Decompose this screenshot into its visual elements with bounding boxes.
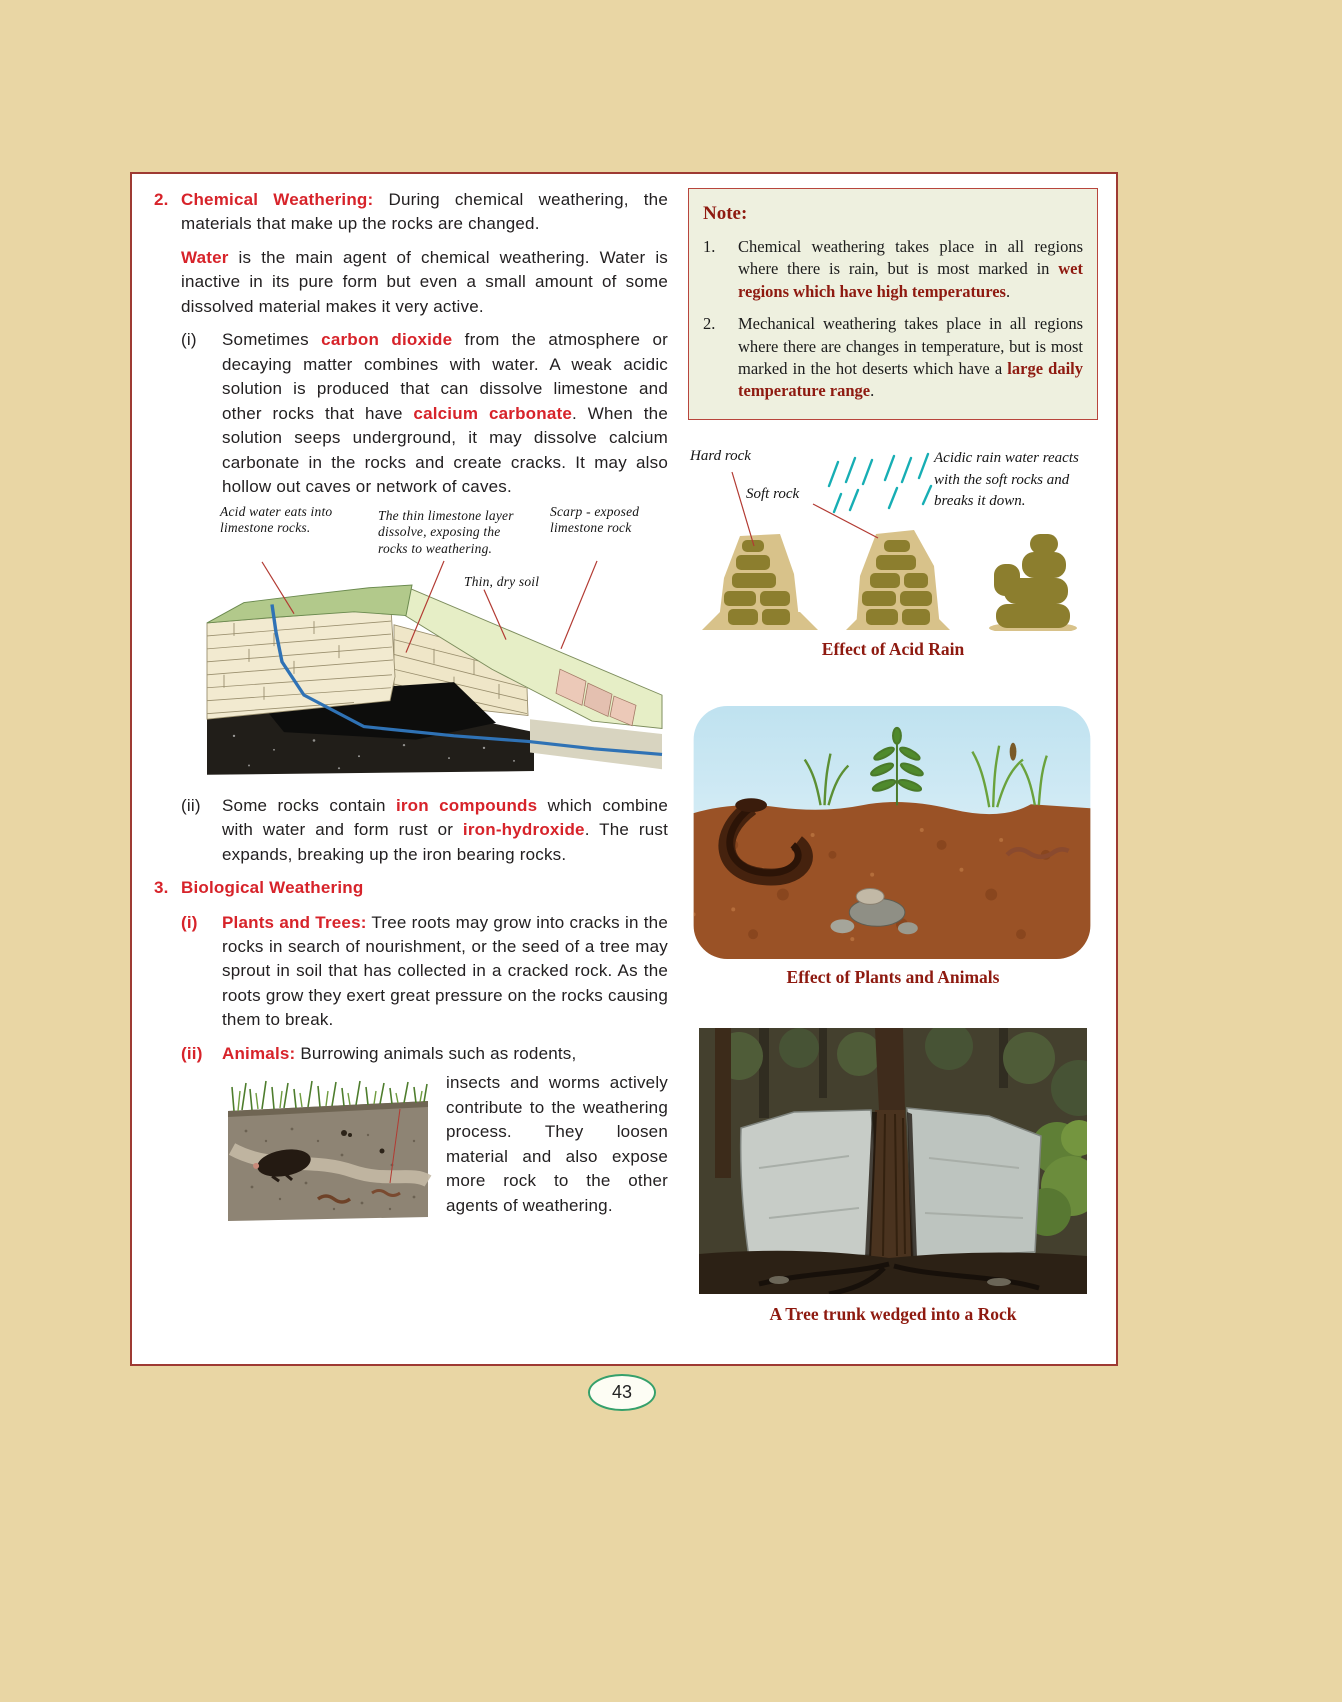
highlight-term: Water [181,247,229,267]
text-segment: from the atmosphere or decaying matter combines with water. A weak acidic solution is produced that can dissolve limestone and other rocks that have [222,330,669,423]
note-item-number: 2. [703,314,716,334]
animals-row [222,1071,668,1221]
karst-illustration [154,560,664,784]
text-segment: which combine with water and form rust or [222,795,668,840]
text-segment: . [1005,281,1011,301]
textbook-page [130,172,1118,1366]
list-item-iron-compounds [154,794,668,867]
list-item-text [222,794,668,867]
text-segment: is the main agent of chemical weathering. Water is inactive in its pure form but even a small amount of some dissolved material makes it very active. [181,247,668,316]
figure-label-acid-water: Acid water eats into limestone rocks. [220,503,333,536]
section-3-number: 3. [154,878,169,898]
figure-label-thin-soil: Thin, dry soil [464,573,540,589]
figure-label-thin-layer: The thin limestone layer dissolve, exposing the rocks to weathering. [378,507,514,556]
list-marker: (i) [181,330,197,350]
acid-rain-note: Acidic rain water reacts with the soft rocks and breaks it down. [934,449,1079,510]
list-marker: (ii) [181,795,201,815]
water-paragraph [154,246,668,319]
highlight-term: iron-hydroxide [462,820,585,840]
text-segment: . The rust expands, breaking up the iron bearing rocks. [222,820,668,864]
list-item-carbon-dioxide [154,328,668,499]
highlight-term: wet regions which have high temperatures [738,259,1083,301]
text-segment: Tree roots may grow into cracks in the rocks in search of nourishment, or the seed of a tree may sprout in soil that has collected in a cracked rock. As the roots grow they exert great pressure on the rocks causing them to break. [222,912,668,1030]
highlight-term: calcium carbonate [413,403,572,423]
left-column [154,188,668,1356]
text-segment: Mechanical weathering takes place in all regions where there are changes in temperature, but is most marked in the hot deserts which have a [738,314,1083,379]
note-title: Note: [703,203,748,224]
note-item-number: 1. [703,236,716,256]
right-column [688,188,1098,1356]
label-soft-rock: Soft rock [746,485,800,502]
left-limestone-block [207,608,395,719]
rock-stack-right [989,534,1077,631]
tree-rock-photo [699,1028,1087,1294]
plants-animals-illustration [688,706,1096,959]
leader-lines [732,472,878,546]
tree-rock-caption: A Tree trunk wedged into a Rock [769,1303,1017,1324]
list-marker: (i) [181,912,198,932]
page-number: 43 [611,1382,633,1402]
highlight-term: large daily temperature range [738,359,1083,401]
acid-rain-canvas [688,446,1098,631]
section-2-paragraph [154,188,668,237]
animals-first-line [222,1042,668,1066]
highlight-term: iron compounds [395,795,538,815]
figure-label-scarp: Scarp - exposed limestone rock [550,503,640,536]
limestone-weathering-figure [154,504,668,786]
rock-stack-middle [846,530,950,630]
list-item-animals [154,1042,668,1221]
text-segment: Some rocks contain [222,795,396,815]
list-item-text [222,1042,668,1221]
animals-wrapped-text: insects and worms actively contribute to the weathering process. They loosen material and also expose more rock to the other agents of weathering. [446,1073,668,1215]
highlight-term: Animals: [222,1043,296,1063]
list-item-text [222,911,668,1033]
text-segment: . When the solution seeps underground, it may dissolve calcium carbonate in the rocks and create cracks. It may also hollow out caves or network of caves. [222,403,668,497]
page-number-badge [588,1374,656,1411]
cattail [1010,743,1017,761]
burrowing-animals-illustration [222,1071,434,1221]
section-2-title: Chemical Weathering: [181,190,374,209]
note-item-text [738,236,1083,303]
list-item-plants-trees [154,911,668,1033]
note-box [688,188,1098,420]
highlight-term: carbon dioxide [321,330,453,350]
text-segment: Burrowing animals such as rodents, [295,1043,577,1063]
plants-animals-caption: Effect of Plants and Animals [786,966,1000,987]
text-segment: Sometimes [222,330,322,350]
list-item-text [222,328,668,499]
left-tree [715,1028,731,1178]
acid-rain-caption: Effect of Acid Rain [821,638,965,659]
list-marker: (ii) [181,1043,203,1063]
section-2-number: 2. [154,190,169,209]
section-3-title: Biological Weathering [181,878,364,898]
section-3-heading [154,876,668,900]
plants-animals-figure [688,706,1098,988]
label-hard-rock: Hard rock [690,447,751,464]
note-item-1 [703,236,1083,303]
text-segment: During chemical weathering, the materials that make up the rocks are changed. [181,190,668,234]
tree-rock-figure [688,1028,1098,1325]
acid-rain-figure [688,446,1098,660]
text-segment: . [870,381,875,401]
rock-stack-left [702,534,818,630]
rain [829,454,931,512]
note-item-text [738,313,1083,403]
text-segment: Chemical weathering takes place in all regions where there is rain, but is most marked in [738,236,1083,279]
highlight-term: Plants and Trees: [222,912,367,932]
note-item-2 [703,313,1083,403]
